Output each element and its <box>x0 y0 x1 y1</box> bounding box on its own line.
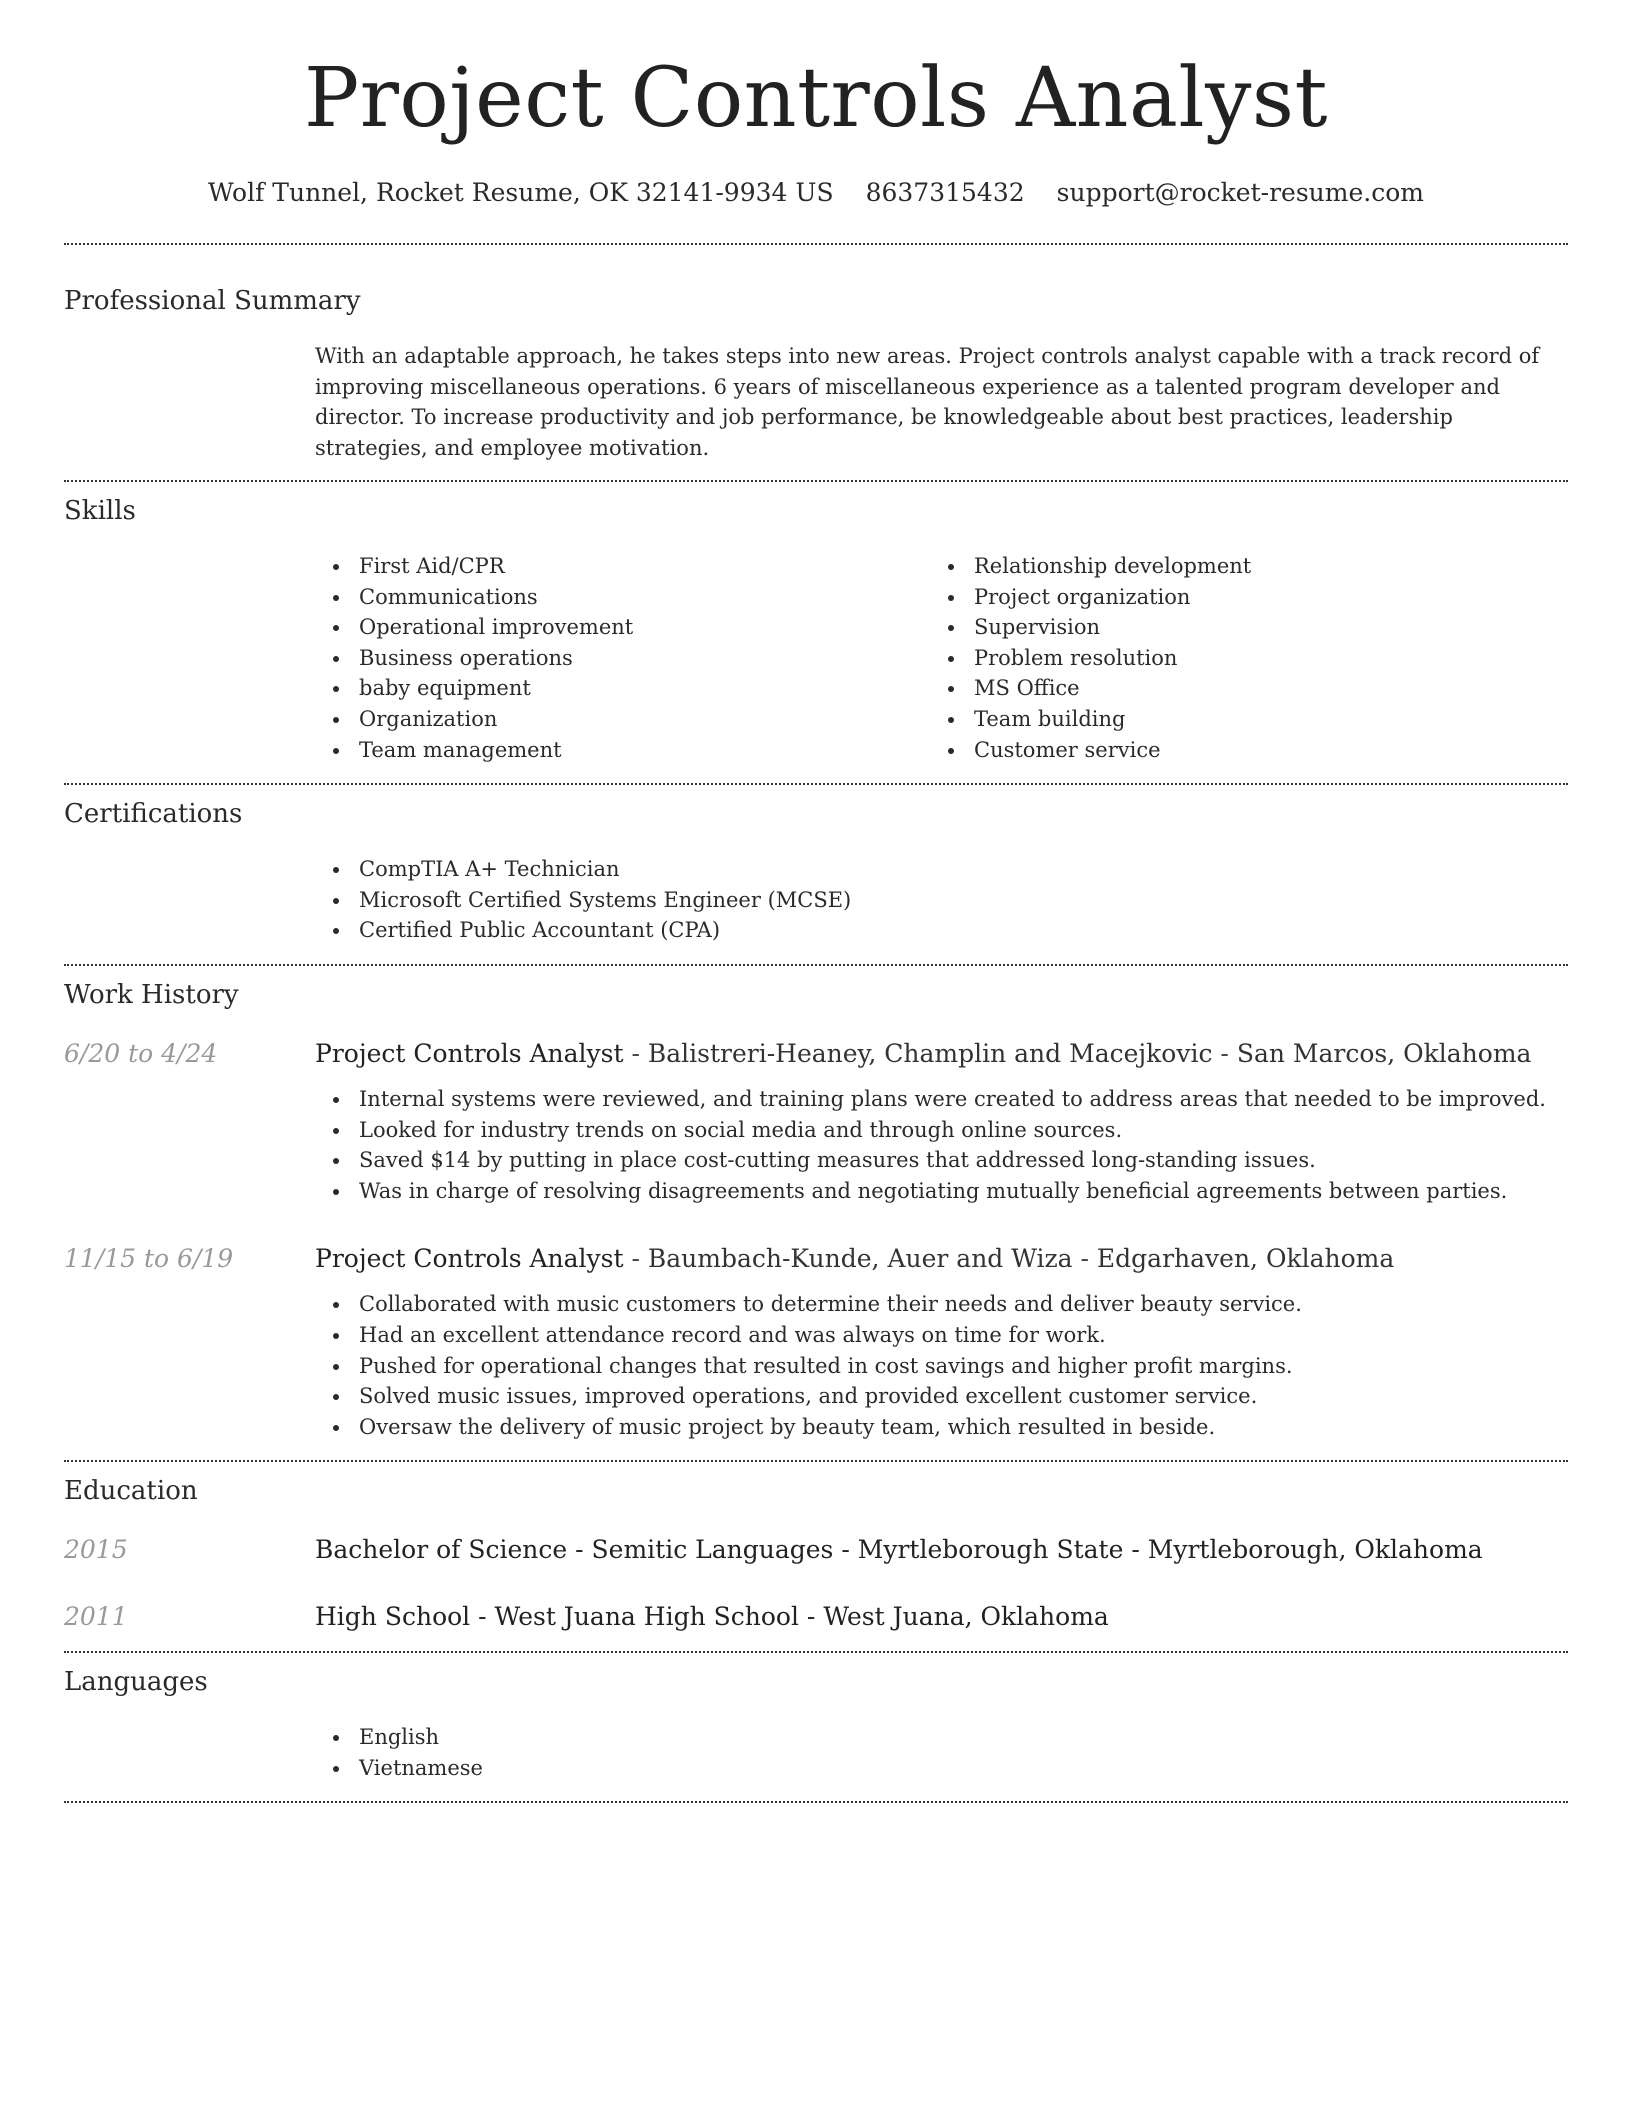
list-item: Looked for industry trends on social media and through online sources. <box>315 1115 1568 1146</box>
section-title-summary: Professional Summary <box>64 286 361 316</box>
education-heading <box>315 1535 1483 1564</box>
list-item: Oversaw the delivery of music project by beauty team, which resulted in beside. <box>315 1412 1568 1443</box>
job-company: Balistreri-Heaney, Champlin and Macejkovic <box>647 1038 1213 1068</box>
list-item: Microsoft Certified Systems Engineer (MCSE) <box>315 885 1568 916</box>
separator: - <box>567 1535 592 1565</box>
summary-text: With an adaptable approach, he takes steps into new areas. Project controls analyst capable with a track record of improving miscellaneous operations. 6 years of miscellaneous experience as a talented program developer and director. To increase productivity and job performance, be knowledgeable about best practices, leadership strategies, and employee motivation. <box>315 344 1540 460</box>
section-title-education: Education <box>64 1476 198 1507</box>
job-location: San Marcos, Oklahoma <box>1236 1038 1532 1068</box>
job-dates: 6/20 to 4/24 <box>64 1038 218 1068</box>
summary-section <box>64 288 1568 463</box>
list-item: Saved $14 by putting in place cost-cutting measures that addressed long-standing issues. <box>315 1145 1568 1176</box>
job-entry <box>64 1244 1568 1442</box>
list-item: Team building <box>930 704 1545 735</box>
separator: - <box>470 1602 495 1632</box>
list-item: MS Office <box>930 673 1545 704</box>
list-item: Was in charge of resolving disagreements and negotiating mutually beneficial agreements between parties. <box>315 1176 1568 1207</box>
job-role: Project Controls Analyst <box>315 1038 624 1068</box>
list-item: Organization <box>315 704 930 735</box>
contact-line <box>64 178 1568 207</box>
skills-list-right <box>930 551 1545 765</box>
certifications-list <box>315 854 1568 946</box>
work-section <box>64 979 1568 1442</box>
divider <box>64 783 1568 785</box>
resume-page <box>64 0 1568 1803</box>
job-bullets <box>315 1084 1568 1206</box>
education-section <box>64 1478 1568 1631</box>
list-item: Problem resolution <box>930 643 1545 674</box>
list-item: Business operations <box>315 643 930 674</box>
contact-email: support@rocket-resume.com <box>1056 178 1424 207</box>
education-year: 2015 <box>64 1535 128 1565</box>
job-role: Project Controls Analyst <box>315 1244 624 1274</box>
list-item: Operational improvement <box>315 612 930 643</box>
divider <box>64 1801 1568 1803</box>
list-item: Supervision <box>930 612 1545 643</box>
skills-section <box>64 498 1568 765</box>
list-item: Team management <box>315 735 930 766</box>
list-item: Pushed for operational changes that resulted in cost savings and higher profit margins. <box>315 1351 1568 1382</box>
list-item: First Aid/CPR <box>315 551 930 582</box>
list-item: Had an excellent attendance record and was always on time for work. <box>315 1320 1568 1351</box>
resume-name: Project Controls Analyst <box>304 51 1328 146</box>
job-entry <box>64 1039 1568 1206</box>
education-school: Myrtleborough State <box>857 1535 1124 1565</box>
job-dates: 11/15 to 6/19 <box>64 1244 234 1274</box>
languages-section <box>64 1669 1568 1783</box>
certifications-section <box>64 801 1568 946</box>
section-title-languages: Languages <box>64 1667 208 1698</box>
divider <box>64 964 1568 966</box>
separator: - <box>798 1602 824 1632</box>
education-entry <box>64 1602 1568 1631</box>
list-item: baby equipment <box>315 673 930 704</box>
contact-address: Wolf Tunnel, Rocket Resume, OK 32141-9934 US <box>208 178 834 207</box>
education-degree: Bachelor of Science <box>315 1535 568 1565</box>
list-item: Internal systems were reviewed, and training plans were created to address areas that needed to be improved. <box>315 1084 1568 1115</box>
contact-phone: 8637315432 <box>865 178 1025 207</box>
divider <box>64 480 1568 482</box>
job-bullets <box>315 1289 1568 1442</box>
section-title-certifications: Certifications <box>64 799 243 830</box>
job-location: Edgarhaven, Oklahoma <box>1096 1244 1395 1274</box>
list-item: Customer service <box>930 735 1545 766</box>
list-item: English <box>315 1722 1568 1753</box>
education-degree: High School <box>315 1602 471 1632</box>
education-location: West Juana, Oklahoma <box>823 1602 1109 1632</box>
education-entry <box>64 1535 1568 1564</box>
separator: - <box>833 1535 858 1565</box>
separator: - <box>1072 1244 1097 1274</box>
list-item: Solved music issues, improved operations, and provided excellent customer service. <box>315 1381 1568 1412</box>
job-company: Baumbach-Kunde, Auer and Wiza <box>647 1244 1073 1274</box>
divider <box>64 1460 1568 1462</box>
education-field: Semitic Languages <box>591 1535 834 1565</box>
list-item: CompTIA A+ Technician <box>315 854 1568 885</box>
list-item: Collaborated with music customers to determine their needs and deliver beauty service. <box>315 1289 1568 1320</box>
list-item: Project organization <box>930 582 1545 613</box>
education-location: Myrtleborough, Oklahoma <box>1147 1535 1483 1565</box>
section-title-skills: Skills <box>64 496 136 526</box>
divider <box>64 1651 1568 1653</box>
skills-list-left <box>315 551 930 765</box>
education-heading <box>315 1602 1109 1631</box>
languages-list <box>315 1722 1568 1783</box>
education-school: West Juana High School <box>494 1602 799 1632</box>
job-heading <box>315 1244 1394 1273</box>
list-item: Relationship development <box>930 551 1545 582</box>
list-item: Communications <box>315 582 930 613</box>
separator: - <box>623 1244 648 1274</box>
divider <box>64 243 1568 245</box>
separator: - <box>623 1038 648 1068</box>
list-item: Vietnamese <box>315 1753 1568 1784</box>
list-item: Certified Public Accountant (CPA) <box>315 915 1568 946</box>
section-title-work: Work History <box>64 979 239 1010</box>
job-heading <box>315 1039 1531 1068</box>
education-year: 2011 <box>64 1602 128 1632</box>
separator: - <box>1212 1038 1237 1068</box>
separator: - <box>1123 1535 1148 1565</box>
